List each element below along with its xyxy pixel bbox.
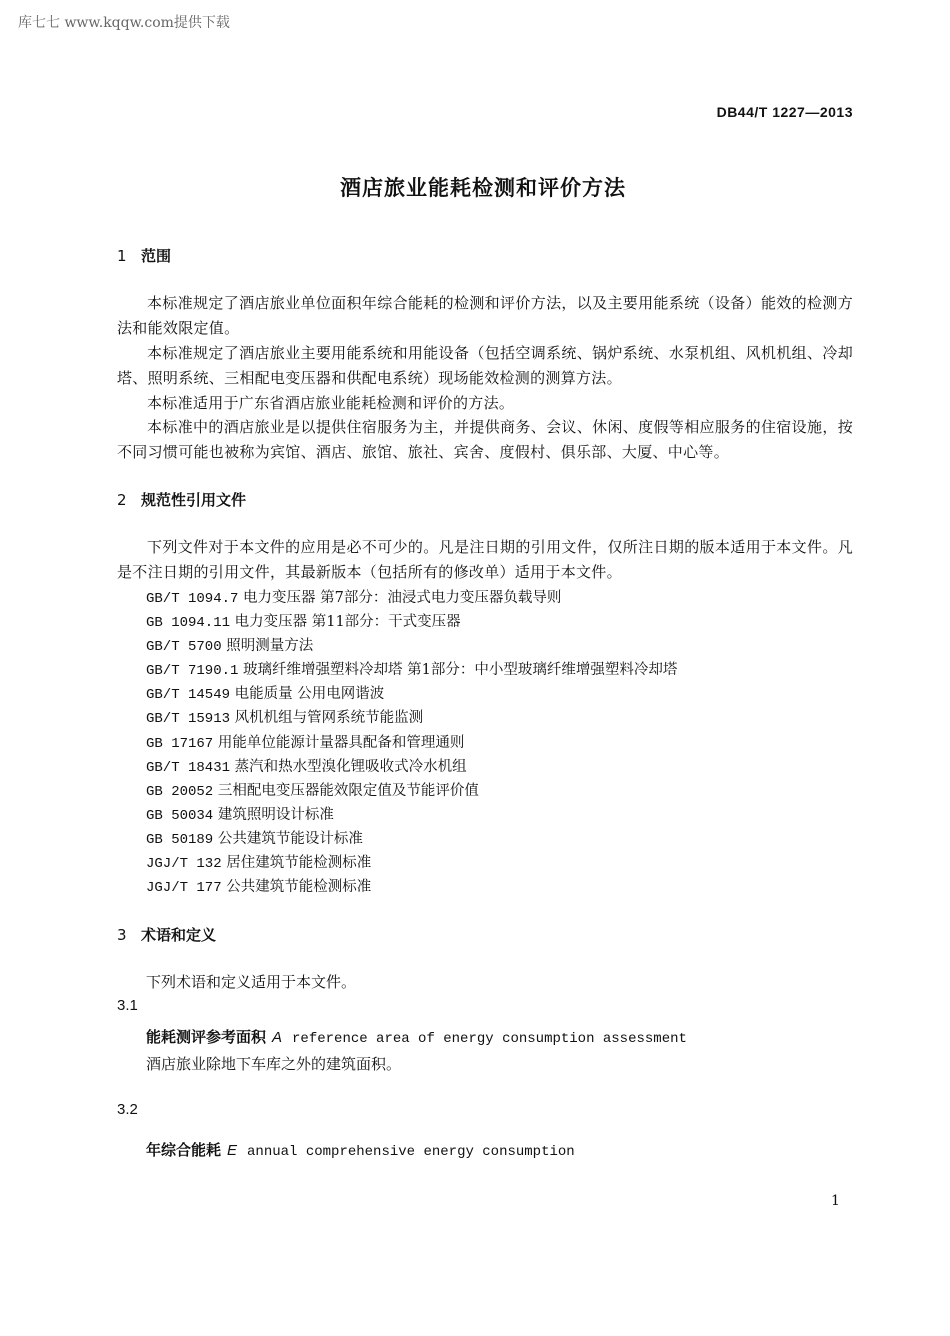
term-symbol: A [272,1029,283,1046]
section-title: 范围 [141,247,172,265]
reference-title: 建筑照明设计标准 [217,807,334,823]
page-number: 1 [831,1193,840,1209]
term-name-en: reference area of energy consumption assessment [292,1031,687,1047]
term-symbol: E [227,1142,238,1159]
section-2-heading [117,489,246,510]
reference-item [146,875,371,896]
reference-item [146,634,313,655]
reference-title: 电能质量 公用电网谐波 [234,686,385,702]
reference-code: GB/T 1094.7 [146,591,239,607]
reference-item [146,586,561,607]
reference-title: 蒸汽和热水型溴化锂吸收式冷水机组 [234,759,467,775]
reference-item [146,779,479,800]
section-1-paragraph: 本标准中的酒店旅业是以提供住宿服务为主，并提供商务、会议、休闲、度假等相应服务的住宿设施，按不同习惯可能也被称为宾馆、酒店、旅馆、旅社、宾舍、度假村、俱乐部、大厦、中心等。 [117,418,853,461]
term-name-cn: 年综合能耗 [146,1141,222,1159]
section-number: 3 [117,926,127,944]
term-number: 3.1 [117,997,138,1014]
reference-item [146,755,467,776]
watermark: 库七七 www.kqqw.com提供下载 [18,15,230,31]
reference-title: 照明测量方法 [226,638,314,654]
reference-code: JGJ/T 132 [146,856,222,872]
standard-code: DB44/T 1227—2013 [716,104,853,120]
reference-title: 公共建筑节能检测标准 [226,879,372,895]
section-title: 术语和定义 [141,926,217,944]
reference-code: GB 50189 [146,832,214,848]
reference-item [146,731,464,752]
section-3-intro: 下列术语和定义适用于本文件。 [146,973,357,991]
term-definition: 酒店旅业除地下车库之外的建筑面积。 [146,1055,402,1073]
section-title: 规范性引用文件 [141,491,247,509]
section-number: 1 [117,247,127,265]
reference-code: GB 50034 [146,808,214,824]
term-entry [146,1026,687,1047]
reference-code: GB 1094.11 [146,615,231,631]
reference-item [146,682,384,703]
reference-code: JGJ/T 177 [146,880,222,896]
term-name-cn: 能耗测评参考面积 [146,1028,267,1046]
reference-title: 电力变压器 第7部分：油浸式电力变压器负载导则 [243,590,562,606]
term-number: 3.2 [117,1101,138,1118]
reference-title: 三相配电变压器能效限定值及节能评价值 [217,783,479,799]
reference-title: 公共建筑节能设计标准 [217,831,363,847]
reference-code: GB/T 15913 [146,711,231,727]
section-2-intro: 下列文件对于本文件的应用是必不可少的。凡是注日期的引用文件，仅所注日期的版本适用于本文件。凡是不注日期的引用文件，其最新版本（包括所有的修改单）适用于本文件。 [117,538,853,581]
section-number: 2 [117,491,127,509]
term-entry [146,1139,575,1160]
reference-item [146,803,334,824]
reference-title: 电力变压器 第11部分：干式变压器 [234,614,461,630]
section-1-paragraph: 本标准规定了酒店旅业单位面积年综合能耗的检测和评价方法，以及主要用能系统（设备）能效的检测方法和能效限定值。 [117,294,853,337]
reference-code: GB/T 7190.1 [146,663,239,679]
reference-item [146,851,371,872]
reference-title: 用能单位能源计量器具配备和管理通则 [217,735,465,751]
reference-item [146,610,461,631]
reference-item [146,827,363,848]
reference-code: GB/T 14549 [146,687,231,703]
reference-code: GB/T 18431 [146,760,231,776]
reference-code: GB 17167 [146,736,214,752]
term-name-en: annual comprehensive energy consumption [247,1144,575,1160]
section-3-heading [117,924,216,945]
section-1-paragraph: 本标准适用于广东省酒店旅业能耗检测和评价的方法。 [147,394,515,412]
reference-item [146,706,423,727]
reference-item [146,658,677,679]
section-1-paragraph: 本标准规定了酒店旅业主要用能系统和用能设备（包括空调系统、锅炉系统、水泵机组、风机机组、冷却塔、照明系统、三相配电变压器和供配电系统）现场能效检测的测算方法。 [117,344,853,387]
reference-title: 玻璃纤维增强塑料冷却塔 第1部分：中小型玻璃纤维增强塑料冷却塔 [243,662,678,678]
document-title: 酒店旅业能耗检测和评价方法 [340,176,626,200]
reference-title: 居住建筑节能检测标准 [226,855,372,871]
section-1-heading [117,245,171,266]
reference-title: 风机机组与管网系统节能监测 [234,710,424,726]
reference-code: GB/T 5700 [146,639,222,655]
reference-code: GB 20052 [146,784,214,800]
